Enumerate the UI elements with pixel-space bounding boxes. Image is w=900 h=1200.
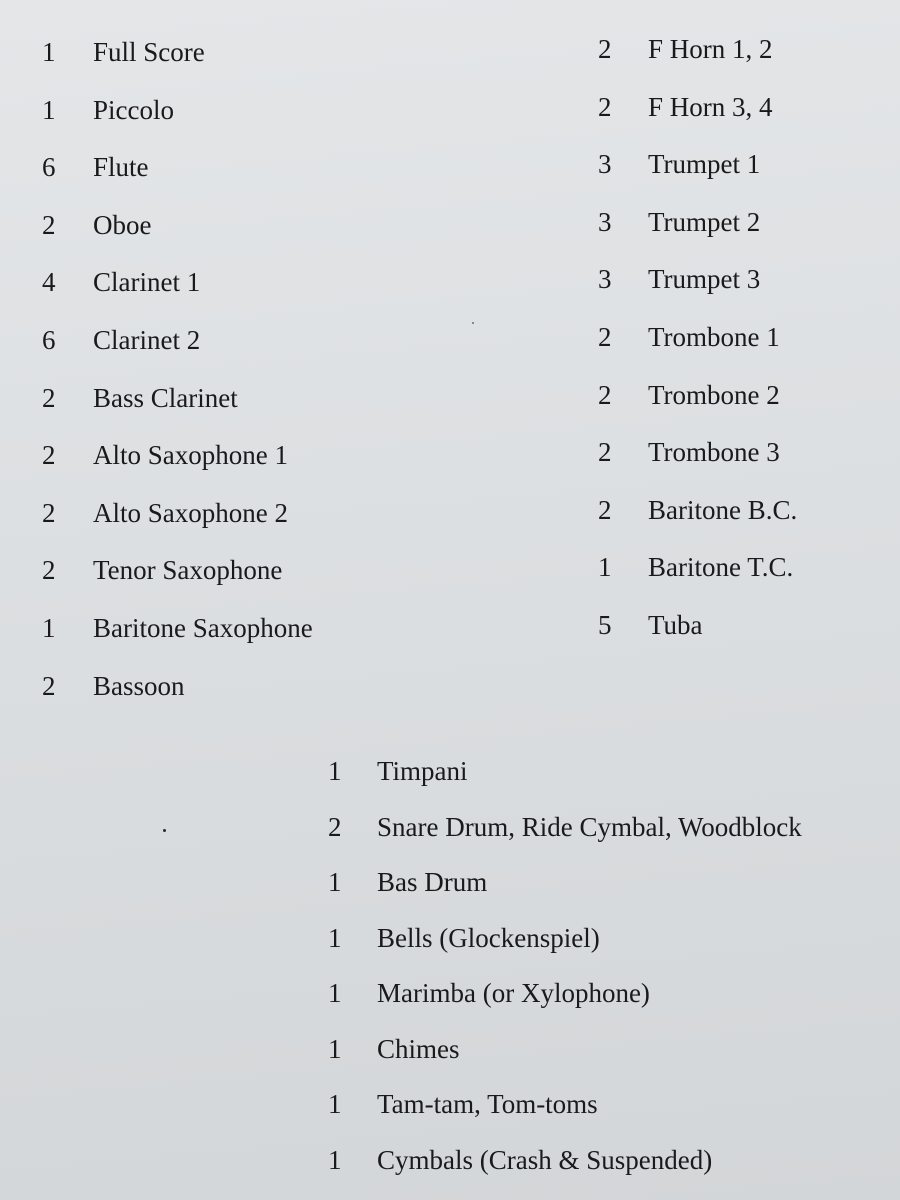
part-quantity: 6 bbox=[42, 324, 56, 355]
part-name: Trombone 3 bbox=[648, 437, 780, 468]
part-name: Piccolo bbox=[93, 94, 174, 125]
part-name: Trombone 2 bbox=[648, 379, 780, 410]
part-quantity: 2 bbox=[42, 209, 56, 240]
part-quantity: 2 bbox=[598, 494, 612, 525]
part-quantity: 1 bbox=[328, 978, 342, 1008]
part-name: Clarinet 1 bbox=[93, 267, 201, 298]
part-name: Flute bbox=[93, 152, 149, 183]
part-name: Trumpet 3 bbox=[648, 264, 761, 295]
part-quantity: 1 bbox=[328, 867, 342, 897]
paper-speck bbox=[472, 322, 474, 324]
part-quantity: 2 bbox=[42, 497, 56, 528]
part-name: Bas Drum bbox=[377, 867, 488, 897]
part-name: Bassoon bbox=[93, 670, 185, 701]
part-name: Bells (Glockenspiel) bbox=[377, 922, 600, 953]
part-quantity: 2 bbox=[598, 321, 612, 352]
part-quantity: 3 bbox=[598, 206, 612, 237]
part-quantity: 2 bbox=[328, 811, 342, 842]
part-name: Clarinet 2 bbox=[93, 324, 201, 355]
part-name: Tam-tam, Tom-toms bbox=[377, 1089, 598, 1119]
part-quantity: 1 bbox=[328, 756, 342, 786]
part-name: Alto Saxophone 1 bbox=[93, 440, 288, 471]
part-quantity: 1 bbox=[42, 94, 56, 125]
part-name: Tenor Saxophone bbox=[93, 555, 283, 586]
part-name: F Horn 1, 2 bbox=[648, 34, 773, 64]
part-name: Marimba (or Xylophone) bbox=[377, 978, 650, 1008]
part-name: Timpani bbox=[377, 756, 468, 786]
part-quantity: 2 bbox=[42, 440, 56, 471]
part-name: Baritone Saxophone bbox=[93, 612, 313, 643]
part-name: Trumpet 1 bbox=[648, 149, 761, 180]
part-quantity: 2 bbox=[598, 379, 612, 410]
part-quantity: 2 bbox=[598, 34, 612, 64]
part-quantity: 3 bbox=[598, 264, 612, 295]
part-quantity: 1 bbox=[328, 1144, 342, 1175]
part-quantity: 1 bbox=[328, 1089, 342, 1119]
part-quantity: 1 bbox=[42, 612, 56, 643]
part-quantity: 4 bbox=[42, 267, 56, 298]
part-name: Bass Clarinet bbox=[93, 382, 238, 413]
stray-mark bbox=[163, 829, 166, 832]
part-quantity: 6 bbox=[42, 152, 56, 183]
part-quantity: 2 bbox=[42, 555, 56, 586]
part-quantity: 5 bbox=[598, 609, 612, 640]
part-name: Snare Drum, Ride Cymbal, Woodblock bbox=[377, 811, 802, 842]
part-name: Trumpet 2 bbox=[648, 206, 761, 237]
part-quantity: 1 bbox=[328, 922, 342, 953]
part-quantity: 2 bbox=[42, 382, 56, 413]
part-name: Baritone B.C. bbox=[648, 494, 798, 525]
part-quantity: 2 bbox=[42, 670, 56, 701]
part-quantity: 3 bbox=[598, 149, 612, 180]
part-name: F Horn 3, 4 bbox=[648, 91, 773, 122]
part-name: Tuba bbox=[648, 609, 703, 640]
part-name: Oboe bbox=[93, 209, 152, 240]
part-quantity: 1 bbox=[328, 1033, 342, 1064]
part-quantity: 2 bbox=[598, 91, 612, 122]
part-quantity: 1 bbox=[42, 37, 56, 67]
part-name: Alto Saxophone 2 bbox=[93, 497, 288, 528]
part-name: Full Score bbox=[93, 37, 205, 67]
part-name: Baritone T.C. bbox=[648, 552, 794, 583]
part-name: Trombone 1 bbox=[648, 321, 780, 352]
part-quantity: 1 bbox=[598, 552, 612, 583]
part-quantity: 2 bbox=[598, 437, 612, 468]
part-name: Cymbals (Crash & Suspended) bbox=[377, 1144, 713, 1175]
part-name: Chimes bbox=[377, 1033, 460, 1064]
